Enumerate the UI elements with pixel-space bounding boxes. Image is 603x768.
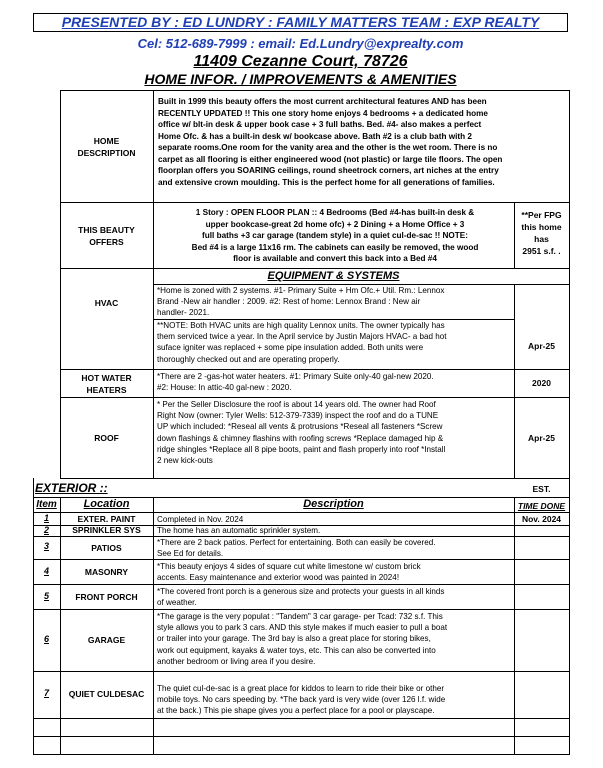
exterior-title: EXTERIOR :: xyxy=(35,481,108,495)
row-description: Completed in Nov. 2024 xyxy=(157,515,244,524)
hvac-date: Apr-25 xyxy=(528,341,555,351)
hvac-label: HVAC xyxy=(94,298,119,308)
roof-label: ROOF xyxy=(94,433,119,443)
row-number: 1 xyxy=(43,513,49,523)
row-location: MASONRY xyxy=(84,567,129,577)
roof-date: Apr-25 xyxy=(528,433,555,443)
row-number: 2 xyxy=(43,525,49,535)
section-title: HOME INFOR. / IMPROVEMENTS & AMENITIES xyxy=(144,71,457,87)
est-label: EST. xyxy=(532,484,551,494)
equipment-systems-title: EQUIPMENT & SYSTEMS xyxy=(267,270,400,282)
hvac-note-text: **NOTE: Both HVAC units are high quality Lennox units. The owner typically has them serviced twice a year. In the April service by Justin Majors HVAC- a bad hot suface igniter was replaced + some pipe insulation added. Both units were thoroughly checked out and are operating properly. xyxy=(157,321,447,364)
contact-line[interactable]: Cel: 512-689-7999 : email: Ed.Lundry@exprealty.com xyxy=(137,36,464,51)
water-heaters-text: *There are 2 -gas-hot water heaters. #1: Primary Suite only-40 gal-new 2020. #2: House: In attic-40 gal-new : 2020. xyxy=(157,372,434,393)
row-location: EXTER. PAINT xyxy=(77,514,136,524)
row-description: *The covered front porch is a generous size and protects your guests in all kinds of weather. xyxy=(157,587,445,608)
square-footage-note: **Per FPG this home has 2951 s.f. . xyxy=(521,210,562,256)
col-description: Description xyxy=(303,498,364,510)
water-heaters-date: 2020 xyxy=(532,378,551,388)
row-description: The quiet cul-de-sac is a great place for kiddos to learn to ride their bike or other mobile toys. No cars speeding by. *The back yard is very wide (over 126 l.f. wide at the back.) This pie shape gives you a perfect place for a pool or playscape. xyxy=(157,684,446,716)
hvac-systems-text: *Home is zoned with 2 systems. #1- Primary Suite + Hm Ofc.+ Util. Rm.: Lennox Brand -New air handler : 2009. #2: Rest of home: Lennox Brand : New air handler- 2021. xyxy=(157,286,445,318)
row-description: *There are 2 back patios. Perfect for entertaining. Both can easily be covered. See Ed for details. xyxy=(157,538,436,559)
row-location: GARAGE xyxy=(87,635,126,645)
row-description: *This beauty enjoys 4 sides of square cut white limestone w/ custom brick accents. Easy maintenance and exterior wood was painted in 2024! xyxy=(157,562,421,583)
row-description: *The garage is the very populat : "Tandem" 3 car garage- per Tcad: 732 s.f. This style allows you to park 3 cars. AND this style makes if much easier to pull a boat or trailer into your garage. The 3rd bay is also a great place for storing bikes, work out equipment, kayaks & water toys, etc. This can also be converted into another bedroom or living area if you desire. xyxy=(157,612,448,666)
row-description: The home has an automatic sprinkler system. xyxy=(157,526,321,535)
home-description-text: Built in 1999 this beauty offers the most current architectural features AND has been RECENTLY UPDATED !! This one story home enjoys 4 bedrooms + a dedicated home office w/ blt-in desk & upper book case + 3 full baths. Bed. #4- also makes a perfect Home Ofc. & has a built-in desk w/ bookcase above. Bath #2 is a club bath with 2 separate rooms.One room for the vanity area and the other is the wet room. There is no carpet as all flooring is either engineered wood (not plastic) or large tile floors. The open floorplan offers you SOARING ceilings, round sheetrock corners, art niches at the entry and extensive crown moulding. This is the perfect home for all generations of families. xyxy=(158,97,503,187)
presented-by-banner: PRESENTED BY : ED LUNDRY : FAMILY MATTERS TEAM : EXP REALTY xyxy=(33,13,568,32)
col-item: Item xyxy=(36,499,57,510)
row-number: 7 xyxy=(43,688,49,698)
row-time: Nov. 2024 xyxy=(521,514,562,524)
row-number: 4 xyxy=(43,566,49,576)
row-location: PATIOS xyxy=(91,543,122,553)
water-heaters-label: HOT WATER HEATERS xyxy=(81,373,132,395)
row-number: 3 xyxy=(43,541,49,551)
row-number: 5 xyxy=(43,591,49,601)
row-location: SPRINKLER SYS xyxy=(72,525,141,535)
roof-text: * Per the Seller Disclosure the roof is about 14 years old. The owner had Roof Right Now (owner: Tyler Wells: 512-379-7339) inspect the roof and do a TUNE UP which included: *Reseal all vents & protrusions *Reseal all fasteners *Screw down flashings & chimney flashins with roofing screws *Replace damaged hip & ridge shingles *Replace all 8 pipe boots, paint and flash properly into roof *Install 2 new kick-outs xyxy=(157,400,446,466)
col-location: Location xyxy=(83,498,130,510)
beauty-offers-label: THIS BEAUTY OFFERS xyxy=(78,225,135,247)
home-description-label: HOME DESCRIPTION xyxy=(77,136,136,158)
row-number: 6 xyxy=(43,634,49,644)
beauty-offers-text: 1 Story : OPEN FLOOR PLAN :: 4 Bedrooms (Bed #4-has built-in desk & upper bookcase-great 2d home ofc) + 2 Dining + a Home Office + 3 full baths +3 car garage (tandem style) in a quiet cul-de-sac !! NOTE: Bed #4 is a large 11x16 rm. The cabinets can easily be removed, the wood floor is available and convert this back into a Bed #4 xyxy=(191,208,479,263)
row-location: FRONT PORCH xyxy=(75,592,138,602)
col-time-done: TIME DONE xyxy=(517,501,566,511)
row-location: QUIET CULDESAC xyxy=(68,689,145,699)
property-address: 11409 Cezanne Court, 78726 xyxy=(193,53,408,70)
